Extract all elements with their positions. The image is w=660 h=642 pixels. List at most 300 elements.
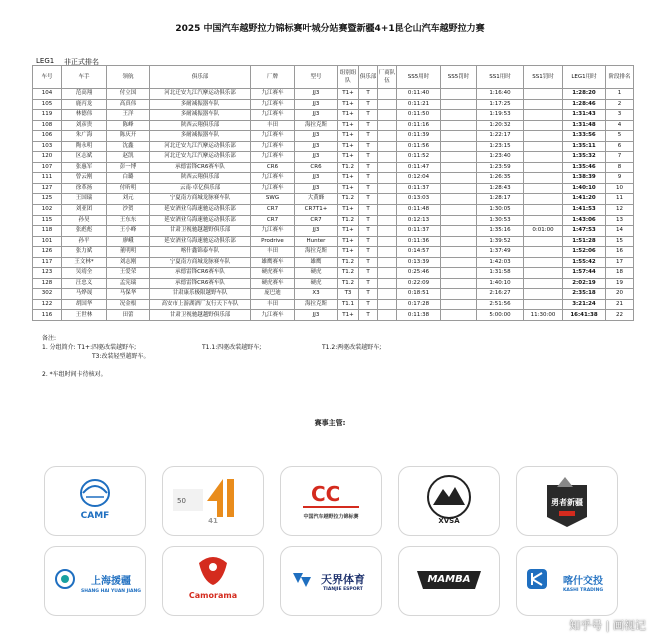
table-cell (441, 278, 477, 289)
table-cell: 海拉克斯 (295, 247, 338, 258)
table-cell: 0:14:57 (397, 247, 441, 258)
notes-label: 备注: (42, 335, 57, 342)
table-cell: 王世林 (62, 310, 107, 321)
table-cell: 8 (606, 162, 634, 173)
table-cell: 3:21:24 (563, 299, 606, 310)
kashi-text: 喀什交投 (563, 576, 603, 587)
table-cell: 1:31:43 (563, 110, 606, 121)
camorama-emblem-icon (163, 547, 263, 615)
table-cell: T (359, 141, 378, 152)
table-cell: 1:35:16 (477, 226, 524, 237)
table-cell: 田蕾 (107, 310, 150, 321)
table-cell: 九江赛车 (251, 183, 295, 194)
table-cell: 21 (606, 299, 634, 310)
table-cell: 1:30:05 (477, 205, 524, 216)
table-cell: 甘肃卫视驰越越野俱乐部 (150, 226, 251, 237)
table-cell: 1:26:35 (477, 173, 524, 184)
table-cell: 1:23:40 (477, 152, 524, 163)
table-cell: JJ3 (295, 183, 338, 194)
table-cell: CR7 (251, 215, 295, 226)
table-cell: 103 (33, 141, 62, 152)
table-cell: T (359, 278, 378, 289)
table-cell (524, 257, 563, 268)
table-cell: 120 (33, 152, 62, 163)
table-cell: 承德雷锋CR6赛车队 (150, 278, 251, 289)
col-header: 组别组队 (338, 66, 359, 89)
table-cell: T1+ (338, 141, 359, 152)
table-cell: T (359, 194, 378, 205)
table-cell (441, 99, 477, 110)
table-cell: T (359, 310, 378, 321)
table-cell: 127 (33, 183, 62, 194)
table-cell: 115 (33, 215, 62, 226)
table-cell: 硬虎赛车 (251, 268, 295, 279)
table-cell: 2:16:27 (477, 289, 524, 300)
table-cell (378, 99, 397, 110)
table-cell: 丰田 (251, 299, 295, 310)
table-cell: T (359, 226, 378, 237)
leg-label: LEG1 (36, 57, 55, 65)
table-cell: 九江赛车 (251, 152, 295, 163)
table-cell: 16:41:38 (563, 310, 606, 321)
table-cell: 廖峨 (107, 236, 150, 247)
table-cell: 1:35:32 (563, 152, 606, 163)
table-cell: 0:12:13 (397, 215, 441, 226)
table-cell: T (359, 120, 378, 131)
table-cell (378, 162, 397, 173)
table-cell: 马烨晟 (62, 289, 107, 300)
table-cell: 125 (33, 194, 62, 205)
shanghai-text: 上海援疆 (91, 576, 131, 587)
table-cell: 朱广海 (62, 131, 107, 142)
table-cell (524, 268, 563, 279)
table-cell (441, 194, 477, 205)
table-row (33, 194, 634, 205)
table-row (33, 131, 634, 142)
table-cell: 承德雷锋CR6赛车队 (150, 162, 251, 173)
camf-logo (44, 466, 146, 536)
table-cell: 刘志刚 (107, 257, 150, 268)
col-header: LEG1用时 (563, 66, 606, 89)
mamba-logo (398, 546, 500, 616)
svg-text:50: 50 (177, 497, 186, 505)
table-cell: 18 (606, 268, 634, 279)
table-cell: 沙贺 (107, 205, 150, 216)
col-header: 领航 (107, 66, 150, 89)
xvsa-text: XVSA (438, 517, 460, 525)
table-cell (441, 215, 477, 226)
table-cell: 硬虎 (295, 278, 338, 289)
table-cell (378, 310, 397, 321)
table-cell (378, 247, 397, 258)
table-cell: T (359, 162, 378, 173)
table-cell: 116 (33, 310, 62, 321)
table-cell: 九江赛车 (251, 173, 295, 184)
table-cell (524, 299, 563, 310)
table-cell: 况金根 (107, 299, 150, 310)
table-cell (378, 194, 397, 205)
table-cell (524, 141, 563, 152)
table-cell: 1:16:40 (477, 89, 524, 100)
table-cell: JJ3 (295, 89, 338, 100)
table-cell (441, 120, 477, 131)
table-cell: 高真伟 (107, 99, 150, 110)
table-cell: 大黄蜂 (295, 194, 338, 205)
table-row (33, 152, 634, 163)
table-cell: 多耐减振器车队 (150, 99, 251, 110)
table-cell: 0:11:38 (397, 310, 441, 321)
table-cell: 1:52:06 (563, 247, 606, 258)
table-cell: 6 (606, 141, 634, 152)
table-cell: 1:47:53 (563, 226, 606, 237)
table-cell: 117 (33, 257, 62, 268)
note-1b: T1.1:四驱改装越野车; (202, 344, 262, 351)
table-cell: 九江赛车 (251, 131, 295, 142)
table-cell: 1:17:25 (477, 99, 524, 110)
col-header: 俱乐部 (150, 66, 251, 89)
table-cell: T (359, 110, 378, 121)
table-cell (441, 257, 477, 268)
table-cell: 2:51:56 (477, 299, 524, 310)
table-cell: 1:28:46 (563, 99, 606, 110)
table-cell: 白璐 (107, 173, 150, 184)
table-cell: 九江赛车 (251, 141, 295, 152)
table-cell (378, 89, 397, 100)
table-cell: 1:31:48 (563, 120, 606, 131)
table-cell: 1:22:17 (477, 131, 524, 142)
camf-emblem-icon (45, 467, 145, 535)
table-cell: 刘元 (107, 194, 150, 205)
yongzhe-text: 勇者新疆 (551, 498, 583, 507)
table-cell: 高安市上游湖酒厂友行天下车队 (150, 299, 251, 310)
table-cell: 1:23:59 (477, 162, 524, 173)
table-cell: 1:38:39 (563, 173, 606, 184)
table-cell: 张力斌 (62, 247, 107, 258)
table-cell: 122 (33, 299, 62, 310)
table-cell: T (359, 215, 378, 226)
table-cell: 0:22:09 (397, 278, 441, 289)
table-cell (441, 310, 477, 321)
table-cell: JJ3 (295, 99, 338, 110)
table-cell: T1.2 (338, 194, 359, 205)
table-cell (524, 173, 563, 184)
table-cell: 承德雷锋CR6赛车队 (150, 268, 251, 279)
kashi-subtext: KASHI TRADING (562, 588, 604, 593)
table-cell: 多耐减振器车队 (150, 131, 251, 142)
table-cell (378, 215, 397, 226)
table-cell: 4 (606, 120, 634, 131)
table-cell: T (359, 173, 378, 184)
table-cell (378, 131, 397, 142)
table-cell: 102 (33, 205, 62, 216)
table-row (33, 89, 634, 100)
table-cell: 1:41:53 (563, 205, 606, 216)
table-cell: 1:55:42 (563, 257, 606, 268)
table-cell: 15 (606, 236, 634, 247)
note-2: 2. *车组时间卡待核对。 (42, 371, 107, 378)
table-cell: 1:23:15 (477, 141, 524, 152)
table-cell (441, 205, 477, 216)
table-cell (441, 89, 477, 100)
table-cell: 302 (33, 289, 62, 300)
table-cell: 11 (606, 194, 634, 205)
table-cell: T (359, 99, 378, 110)
col-header: SS5用时 (397, 66, 441, 89)
table-cell: T (359, 89, 378, 100)
table-cell (378, 141, 397, 152)
table-cell (378, 299, 397, 310)
table-cell (524, 110, 563, 121)
table-cell: 107 (33, 162, 62, 173)
col-header: 型号 (295, 66, 338, 89)
table-cell: 1:39:52 (477, 236, 524, 247)
table-cell: 鹿丙龙 (62, 99, 107, 110)
table-cell: 1:42:03 (477, 257, 524, 268)
table-cell: 108 (33, 120, 62, 131)
table-row (33, 173, 634, 184)
ccrc-subtext: 中国汽车越野拉力锦标赛 (303, 514, 359, 520)
xvsa-logo (398, 466, 500, 536)
yongzhe-logo (516, 466, 618, 536)
table-cell: 范高翔 (62, 89, 107, 100)
table-cell: 彭一博 (107, 162, 150, 173)
table-row (33, 310, 634, 321)
table-cell: 126 (33, 247, 62, 258)
table-cell: T1+ (338, 205, 359, 216)
results-body (33, 89, 634, 321)
ccrc-emblem-icon (281, 467, 381, 535)
table-cell: 2:35:18 (563, 289, 606, 300)
table-cell (441, 183, 477, 194)
table-cell: 0:01:00 (524, 226, 563, 237)
table-row (33, 299, 634, 310)
table-cell: 海拉克斯 (295, 120, 338, 131)
table-cell: 王文林* (62, 257, 107, 268)
table-cell: JJ3 (295, 110, 338, 121)
table-cell: 13 (606, 215, 634, 226)
table-cell: 2:02:19 (563, 278, 606, 289)
table-cell (378, 289, 397, 300)
table-cell: T (359, 257, 378, 268)
table-cell: 延安酒业乌海速驰运动俱乐部 (150, 215, 251, 226)
table-cell: 九江赛车 (251, 99, 295, 110)
table-cell (524, 162, 563, 173)
table-cell: 陕西云翔俱乐部 (150, 120, 251, 131)
table-cell: 17 (606, 257, 634, 268)
table-cell: 0:11:16 (397, 120, 441, 131)
table-cell: 1:28:20 (563, 89, 606, 100)
table-cell: 1:40:10 (477, 278, 524, 289)
table-cell: 119 (33, 110, 62, 121)
table-cell: 王小峰 (107, 226, 150, 237)
table-row (33, 141, 634, 152)
table-cell (441, 173, 477, 184)
table-cell: Prodrive (251, 236, 295, 247)
table-cell (378, 236, 397, 247)
table-row (33, 120, 634, 131)
table-cell: 庞巴迪 (251, 289, 295, 300)
table-cell: 0:13:03 (397, 194, 441, 205)
table-cell: 0:11:52 (397, 152, 441, 163)
table-cell: T1+ (338, 183, 359, 194)
table-cell: T (359, 299, 378, 310)
table-cell: 0:11:39 (397, 131, 441, 142)
table-cell: 刘亚团 (62, 205, 107, 216)
table-cell: 7 (606, 152, 634, 163)
table-row (33, 183, 634, 194)
table-cell: T1+ (338, 236, 359, 247)
table-cell (378, 278, 397, 289)
table-cell: 雄鹰 (295, 257, 338, 268)
table-cell (378, 257, 397, 268)
table-cell: 16 (606, 247, 634, 258)
kashi-trading-logo (516, 546, 618, 616)
table-cell: 1:20:32 (477, 120, 524, 131)
table-cell: JJ3 (295, 141, 338, 152)
table-cell: 王爱荣 (107, 268, 150, 279)
table-cell (441, 110, 477, 121)
table-cell: CR7 (251, 205, 295, 216)
table-cell: 0:12:04 (397, 173, 441, 184)
table-cell: 刘彦贵 (62, 120, 107, 131)
table-row (33, 215, 634, 226)
tianjie-logo (280, 546, 382, 616)
table-cell: 喀什鑫锦泰车队 (150, 247, 251, 258)
table-cell: 王洋 (107, 110, 150, 121)
table-cell (524, 120, 563, 131)
table-cell: T1+ (338, 226, 359, 237)
col-header: 厂牌 (251, 66, 295, 89)
table-header (33, 66, 634, 89)
table-cell (378, 183, 397, 194)
table-cell (441, 299, 477, 310)
table-cell (524, 247, 563, 258)
table-cell: 22 (606, 310, 634, 321)
table-cell: 1:31:58 (477, 268, 524, 279)
table-cell: JJ3 (295, 152, 338, 163)
table-cell (524, 131, 563, 142)
table-cell: CR7T1+ (295, 205, 338, 216)
note-1d: T3:改装轻型越野车。 (92, 353, 150, 360)
table-cell (378, 226, 397, 237)
table-cell: 1:37:49 (477, 247, 524, 258)
table-cell: 105 (33, 99, 62, 110)
table-cell: 孟宪瑞 (107, 278, 150, 289)
table-cell: T1+ (338, 110, 359, 121)
table-cell: 雄鹰赛车 (251, 257, 295, 268)
camorama-text: Camorama (188, 591, 238, 600)
table-cell: 0:11:47 (397, 162, 441, 173)
table-cell: 1:33:56 (563, 131, 606, 142)
table-cell: T (359, 205, 378, 216)
table-cell: 0:11:50 (397, 110, 441, 121)
table-cell: 孙平 (62, 236, 107, 247)
table-cell: 0:11:56 (397, 141, 441, 152)
table-cell: 1:35:46 (563, 162, 606, 173)
table-cell (378, 205, 397, 216)
table-cell: 河北迁安九江汽摩运动俱乐部 (150, 89, 251, 100)
table-cell: 1:30:53 (477, 215, 524, 226)
table-cell: 20 (606, 289, 634, 300)
table-cell: 多耐减振器车队 (150, 110, 251, 121)
col-header: 车手 (62, 66, 107, 89)
table-cell: 甘肃康乐极限越野车队 (150, 289, 251, 300)
table-row (33, 289, 634, 300)
table-cell (378, 110, 397, 121)
table-row (33, 99, 634, 110)
table-cell: 1:19:53 (477, 110, 524, 121)
table-cell (524, 89, 563, 100)
table-cell: CR7 (295, 215, 338, 226)
table-cell: 陕西云翔俱乐部 (150, 173, 251, 184)
table-cell: 马保华 (107, 289, 150, 300)
table-cell: 1:40:10 (563, 183, 606, 194)
table-cell: 0:11:21 (397, 99, 441, 110)
table-cell: T1.2 (338, 162, 359, 173)
table-row (33, 110, 634, 121)
table-cell: T1+ (338, 173, 359, 184)
table-cell: 128 (33, 278, 62, 289)
table-cell: 河北迁安九江汽摩运动俱乐部 (150, 152, 251, 163)
table-row (33, 247, 634, 258)
table-cell (441, 152, 477, 163)
table-cell: 胡国华 (62, 299, 107, 310)
table-cell: T1+ (338, 131, 359, 142)
table-cell: T (359, 131, 378, 142)
table-cell: JJ3 (295, 310, 338, 321)
camf-text: CAMF (80, 511, 110, 521)
table-cell: 0:11:48 (397, 205, 441, 216)
table-cell: 11:30:00 (524, 310, 563, 321)
table-cell (441, 131, 477, 142)
table-cell: 王东东 (107, 215, 150, 226)
table-cell (378, 152, 397, 163)
table-cell: 104 (33, 89, 62, 100)
table-cell: T1.2 (338, 268, 359, 279)
col-header: SS5罚时 (441, 66, 477, 89)
table-cell: T (359, 152, 378, 163)
page-title: 2025 中国汽车越野拉力锦标赛叶城分站赛暨新疆4+1昆仑山汽车越野拉力赛 (175, 24, 485, 34)
table-cell (524, 289, 563, 300)
table-row (33, 268, 634, 279)
table-cell: 九江赛车 (251, 89, 295, 100)
table-cell: 宁夏南方商城龙脉赛车队 (150, 257, 251, 268)
table-cell: 沈鑫 (107, 141, 150, 152)
table-cell (524, 183, 563, 194)
table-cell: 赵凯 (107, 152, 150, 163)
table-cell: 曾云刚 (62, 173, 107, 184)
table-cell: 九江赛车 (251, 310, 295, 321)
table-cell: 10 (606, 183, 634, 194)
note-1: 1. 分组简介: T1+:四驱改装越野车; (42, 344, 137, 351)
table-row (33, 162, 634, 173)
table-row (33, 236, 634, 247)
table-cell: 徐革扬 (62, 183, 107, 194)
table-cell: 0:11:36 (397, 236, 441, 247)
table-row (33, 226, 634, 237)
ccrc-logo (280, 466, 382, 536)
table-cell: 0:11:40 (397, 89, 441, 100)
table-cell: 101 (33, 236, 62, 247)
table-cell (524, 194, 563, 205)
col-header: SS1罚时 (524, 66, 563, 89)
table-cell: 张彪彪 (62, 226, 107, 237)
table-cell: 河北迁安九江汽摩运动俱乐部 (150, 141, 251, 152)
table-cell: 丰田 (251, 247, 295, 258)
table-cell: T1+ (338, 310, 359, 321)
table-cell: 汪忠义 (62, 278, 107, 289)
table-cell: CR6 (251, 162, 295, 173)
